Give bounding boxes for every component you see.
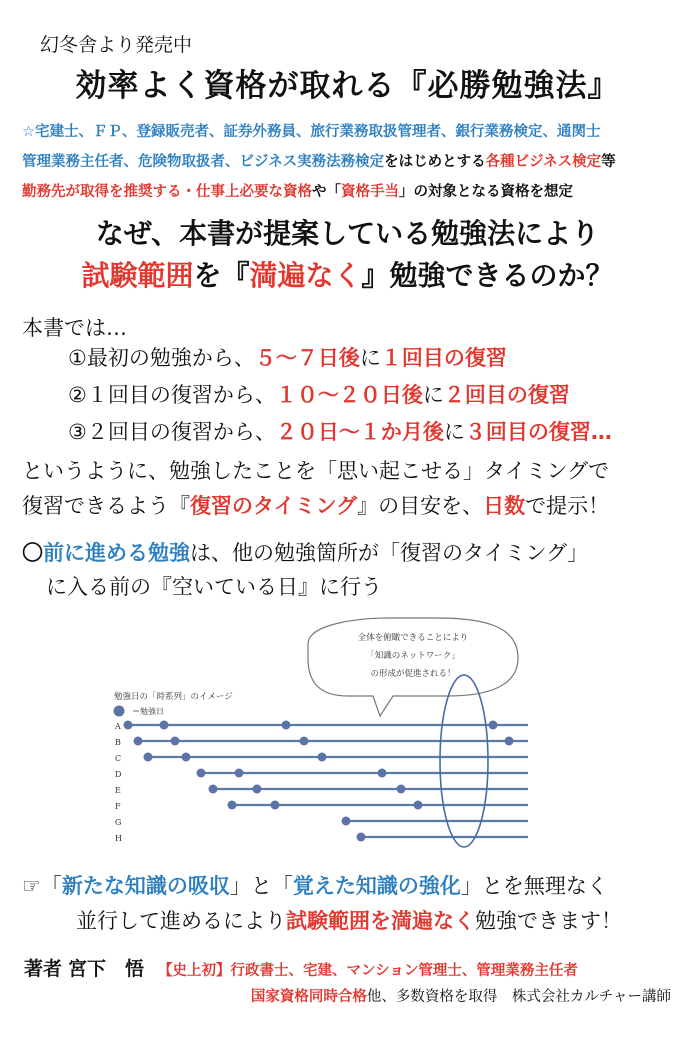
explain2-c: 』の目安を、: [357, 494, 484, 518]
legend-label: ＝勉強日: [132, 707, 164, 716]
summary2-b: 勉強できます！: [475, 909, 622, 933]
row-label-b: B: [115, 738, 121, 747]
study-day-dots: [124, 721, 514, 842]
bubble-line-2: 「知識のネットワーク」: [366, 651, 460, 661]
study-day-dot: [271, 801, 280, 810]
question-mid: を『: [193, 259, 250, 292]
row-label-e: E: [115, 786, 121, 795]
method-step-1: [68, 342, 507, 372]
summary-new-knowledge: 新たな知識の吸収: [61, 874, 230, 898]
study-day-dot: [378, 769, 387, 778]
circle-mark-icon: 〇: [22, 541, 43, 565]
study-day-dot: [235, 769, 244, 778]
bubble-line-3: の形成が促進される！: [370, 669, 456, 679]
summary-end: 」とを無理なく: [460, 874, 608, 898]
step1-prefix: ①最初の勉強から、: [68, 346, 255, 370]
qualifications-blue: 管理業務主任者、危険物取扱者、ビジネス実務法務検定: [22, 154, 385, 170]
study-day-dot: [209, 785, 218, 794]
summary-line-2: [76, 905, 622, 935]
qualifications-line-2: [22, 150, 616, 171]
publisher-label: 幻冬舎より発売中: [40, 34, 193, 56]
step1-days: ５～７日後: [254, 346, 360, 370]
method-intro: 本書では…: [22, 316, 127, 340]
author-line: [24, 954, 578, 981]
study-day-dot: [253, 785, 262, 794]
study-day-dot: [318, 753, 327, 762]
row-label-f: F: [115, 802, 121, 811]
summary2-a: 並行して進めるにより: [76, 909, 286, 933]
question-range: 試験範囲: [81, 259, 194, 292]
book-title: 効率よく資格が取れる『必勝勉強法』: [75, 68, 620, 104]
author-first-ever: 【史上初】: [158, 963, 231, 979]
summary2-red: 試験範囲を満遍なく: [286, 909, 475, 933]
diagram-caption: 勉強日の「時系列」のイメージ: [114, 692, 233, 702]
step3-ni: に: [443, 420, 465, 444]
legend-dot-icon: [114, 706, 125, 717]
author-name: 宮下 悟: [68, 958, 145, 980]
method-explain-2: [22, 490, 609, 520]
qualifications-line-3: [22, 180, 573, 201]
study-day-dot: [357, 833, 366, 842]
study-day-dot: [124, 721, 133, 730]
study-day-dot: [489, 721, 498, 730]
question-line-1: なぜ、本書が提案している勉強法により: [95, 217, 600, 250]
step1-ni: に: [359, 346, 381, 370]
qualifications-red: 各種ビジネス検定: [485, 154, 602, 170]
study-day-dot: [182, 753, 191, 762]
method-step-2: [68, 379, 570, 409]
study-day-dot: [160, 721, 169, 730]
explain2-days: 日数: [483, 494, 526, 518]
timeline-lines: [128, 725, 528, 837]
row-label-a: A: [115, 722, 121, 731]
explain2-a: 復習できるよう『: [22, 494, 190, 518]
study-day-dot: [144, 753, 153, 762]
question-evenly: 満遍なく: [249, 259, 362, 292]
study-day-dot: [397, 785, 406, 794]
question-end: 』勉強できるのか？: [361, 259, 614, 292]
forward-study: 前に進める勉強: [43, 541, 190, 565]
row-label-h: H: [115, 834, 122, 843]
method-step-3: [68, 416, 612, 446]
study-day-dot: [505, 737, 514, 746]
forward-line-2: に入る前の『空いている日』に行う: [46, 575, 382, 599]
study-day-dot: [134, 737, 143, 746]
author-footer: [251, 985, 671, 1006]
qualifications-end: 等: [601, 154, 616, 170]
allowance-text: 資格手当: [341, 184, 399, 200]
qualifications-mid: をはじめとする: [384, 154, 486, 170]
method-explain-1: というように、勉強したことを「思い起こせる」タイミングで: [22, 459, 610, 483]
bubble-line-1: 全体を俯瞰できることにより: [357, 633, 469, 643]
step3-days: ２０日～１か月後: [275, 420, 444, 444]
study-day-dot: [282, 721, 291, 730]
row-label-g: G: [115, 818, 122, 827]
qualifications-line-1: ☆宅建士、ＦＰ、登録販売者、証券外務員、旅行業務取扱管理者、銀行業務検定、通関士: [22, 124, 601, 140]
summary-mid: 」と「: [229, 874, 293, 898]
study-day-dot: [300, 737, 309, 746]
connector-text: や「: [312, 184, 341, 200]
study-day-dot: [171, 737, 180, 746]
summary-reinforce: 覚えた知識の強化: [292, 874, 461, 898]
summary-line-1: [22, 870, 608, 900]
pointing-hand-icon: ☞: [22, 874, 41, 898]
step2-review: ２回目の復習: [443, 383, 570, 407]
forward-line-1: [22, 537, 588, 567]
author-qualifications: 行政書士、宅建、マンション管理士、管理業務主任者: [230, 963, 578, 979]
step2-prefix: ②１回目の復習から、: [68, 383, 276, 407]
recommended-text: 勤務先が取得を推奨する・仕事上必要な資格: [22, 184, 312, 200]
step3-prefix: ③２回目の復習から、: [68, 420, 276, 444]
step1-review: １回目の復習: [380, 346, 507, 370]
author-rest: 他、多数資格を取得 株式会社カルチャー講師: [366, 989, 671, 1005]
explain2-e: で提示！: [525, 494, 610, 518]
step3-review: ３回目の復習…: [464, 420, 612, 444]
forward-rest: は、他の勉強箇所が「復習のタイミング」: [190, 541, 589, 565]
study-day-dot: [342, 817, 351, 826]
explain2-timing: 復習のタイミング: [190, 494, 358, 518]
row-label-d: D: [115, 770, 122, 779]
step2-ni: に: [422, 383, 444, 407]
row-label-c: C: [115, 754, 122, 763]
question-line-2: [0, 254, 695, 294]
study-day-dot: [414, 801, 423, 810]
study-day-dot: [228, 801, 237, 810]
author-label: 著者: [24, 958, 63, 980]
target-text: 」の対象となる資格を想定: [399, 184, 573, 200]
author-simultaneous-pass: 国家資格同時合格: [250, 989, 367, 1005]
step2-days: １０～２０日後: [275, 383, 423, 407]
study-day-dot: [197, 769, 206, 778]
summary-open: 「: [40, 874, 62, 898]
study-timeline-diagram: [108, 616, 578, 856]
